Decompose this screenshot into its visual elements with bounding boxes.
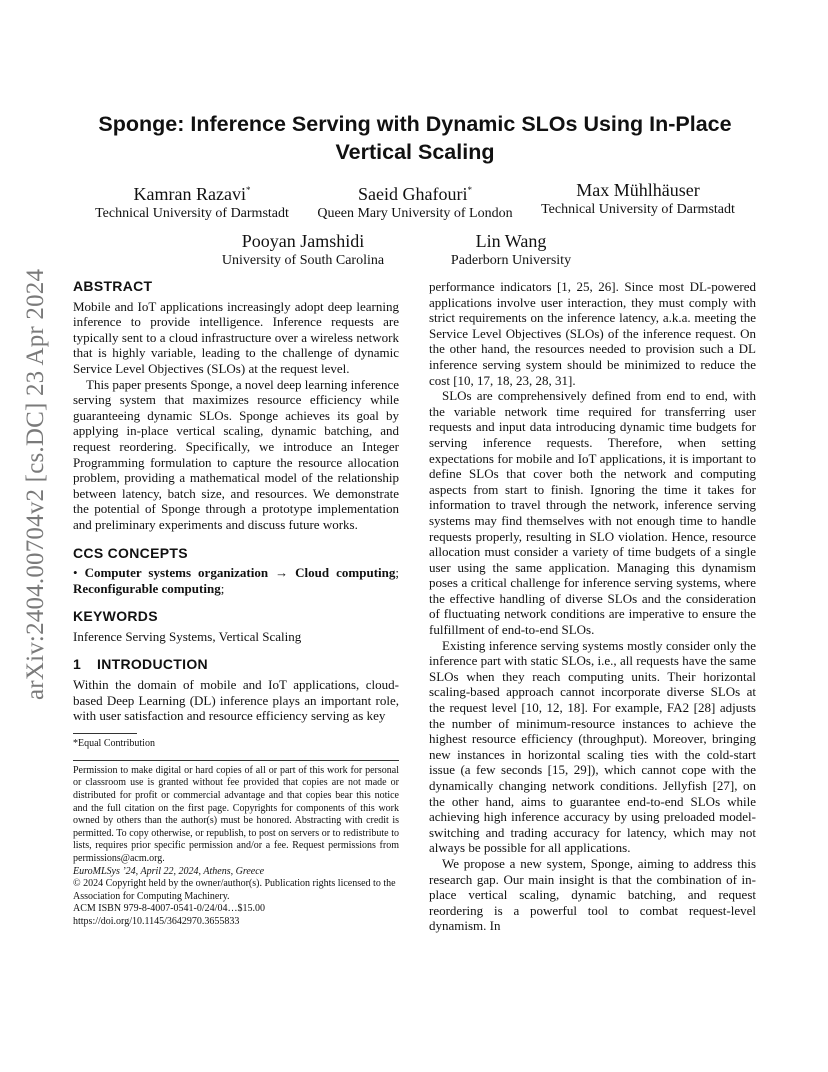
- author-affiliation: Queen Mary University of London: [317, 206, 513, 221]
- abstract-paragraph: This paper presents Sponge, a novel deep learning inference serving system that maximizes resource efficiency while guaranteeing dynamic SLOs. Sponge achieves its goal by applying in-place vertical scaling, dynamic batching, and request reordering. Specifically, we introduce an Integer Programming formulation to capture the resource allocation problem, providing a mathematical model of the relationship between latency, batch size, and resources. We demonstrate the potential of Sponge through a prototype implementation and preliminary experiments and discuss future works.: [73, 376, 399, 532]
- ccs-concepts: [73, 565, 399, 596]
- arxiv-stamp: arXiv:2404.00704v2 [cs.DC] 23 Apr 2024: [22, 268, 49, 700]
- footnote: *Equal Contribution: [73, 737, 155, 749]
- author-name: Max Mühlhäuser: [576, 180, 700, 200]
- author-name: Lin Wang: [475, 231, 547, 251]
- section-number: 1: [73, 656, 82, 673]
- copyright: © 2024 Copyright held by the owner/author(s). Publication rights licensed to the Association for Computing Machinery.: [73, 878, 396, 902]
- ccs-heading: CCS CONCEPTS: [73, 544, 188, 561]
- author-mark: *: [245, 185, 251, 195]
- author-2: [306, 179, 524, 223]
- footnote-rule: [73, 733, 137, 734]
- bullet: •: [73, 565, 78, 581]
- abstract-heading: ABSTRACT: [73, 278, 153, 294]
- author-affiliation: Paderborn University: [450, 253, 572, 268]
- isbn: ACM ISBN 979-8-4007-0541-0/24/04…$15.00: [73, 903, 265, 915]
- permission-rule: [73, 760, 399, 761]
- venue: EuroMLSys ’24, April 22, 2024, Athens, Greece: [73, 865, 265, 877]
- author-affiliation: Technical University of Darmstadt: [95, 206, 289, 221]
- separator: ;: [395, 565, 400, 581]
- intro-paragraph: We propose a new system, Sponge, aiming to address this research gap. Our main insight is that the combination of in-place vertical scaling, dynamic batching, and request reordering is a powerful tool to combat request-level dynamism. In: [429, 855, 756, 934]
- author-3: [524, 179, 752, 219]
- permission-notice: Permission to make digital or hard copies of all or part of this work for personal or classroom use is granted without fee provided that copies are not made or distributed for profit or commercial advantage and that copies bear this notice and the full citation on the first page. Copyrights for components of this work owned by others than the author(s) must be honored. Abstracting with credit is permitted. To copy otherwise, or republish, to post on servers or to redistribute to lists, requires prior specific permission and/or a fee. Request permissions from permissions@acm.org.: [73, 764, 399, 864]
- author-name: Pooyan Jamshidi: [241, 231, 365, 251]
- author-mark: *: [467, 185, 472, 195]
- author-5: [440, 230, 582, 270]
- author-name: Kamran Razavi: [133, 184, 246, 204]
- section-title: INTRODUCTION: [97, 656, 208, 673]
- paper-title: Sponge: Inference Serving with Dynamic SLOs Using In-Place Vertical Scaling: [98, 112, 732, 164]
- author-affiliation: Technical University of Darmstadt: [541, 202, 735, 217]
- intro-paragraph: SLOs are comprehensively defined from end to end, with the variable network time required for transferring user requests and input data introducing dynamic time budgets for serving inference requests. Therefore, when setting expectations for mobile and IoT applications, it is important to define SLOs that cover both the network and computing aspects from start to finish. Ignoring the time it takes for information to travel through the network, inference serving systems may find themselves with not enough time to handle requests properly, resulting in SLO violation. Hence, resource allocation must consider a variety of time budgets of a single user using the same application. Managing this dynamism poses a critical challenge for inference serving systems, where the effective handling of diverse SLOs and the consideration of fluctuating network conditions are imperative to ensure the fulfillment of end-to-end SLOs.: [429, 388, 756, 638]
- author-name: Saeid Ghafouri: [358, 184, 468, 204]
- left-column: [73, 279, 399, 929]
- arrow-icon: →: [275, 565, 289, 581]
- ccs-concept: Computer systems organization: [84, 565, 269, 581]
- ccs-concept: Reconfigurable computing: [73, 580, 221, 596]
- ccs-concept: Cloud computing: [295, 565, 396, 581]
- keywords-heading: KEYWORDS: [73, 608, 158, 625]
- author-affiliation: University of South Carolina: [221, 253, 385, 268]
- right-column: [429, 279, 756, 934]
- abstract-paragraph: Mobile and IoT applications increasingly adopt deep learning inference to provide intelligence. Inference requests are typically sent to a cloud infrastructure over a wireless network that is highly variable, leading to the challenge of dynamic Service Level Objectives (SLOs) at the request level.: [73, 298, 399, 376]
- separator: ;: [220, 580, 225, 596]
- intro-heading: [73, 657, 399, 673]
- doi-link[interactable]: https://doi.org/10.1145/3642970.3655833: [73, 915, 240, 927]
- author-1: [75, 179, 309, 223]
- intro-paragraph: Within the domain of mobile and IoT applications, cloud-based Deep Learning (DL) inference plays an important role, with user satisfaction and resource efficiency serving as key: [73, 677, 399, 724]
- author-4: [200, 230, 406, 270]
- intro-paragraph: Existing inference serving systems mostly consider only the inference part with static SLOs, i.e., all requests have the same SLOs when they reach computing units. Their horizontal scaling-based approach cannot incorporate diverse SLOs at the request level [10, 12, 18]. For example, FA2 [28] adjusts the number of minimum-resource instances to achieve the highest resource efficiency (throughput). Moreover, bringing new instances in horizontal scaling ties with the cold-start issue (a few seconds [15, 29]), which cannot cope with the dynamically changing network conditions. Jellyfish [27], on the other hand, aims to guarantee end-to-end SLOs while achieving high inference accuracy by using preloaded model-switching and trading accuracy for latency, which may not always be possible for all applications.: [429, 637, 756, 856]
- keywords-text: Inference Serving Systems, Vertical Scaling: [73, 628, 302, 644]
- intro-paragraph: performance indicators [1, 25, 26]. Since most DL-powered applications involve user interaction, they must comply with strict requirements on the inference latency, a.k.a. meeting the Service Level Objectives (SLOs) of the inference request. On the other hand, the resources needed to provision such a DL inference serving system should be minimized to reduce the cost [10, 17, 18, 23, 28, 31].: [429, 279, 756, 388]
